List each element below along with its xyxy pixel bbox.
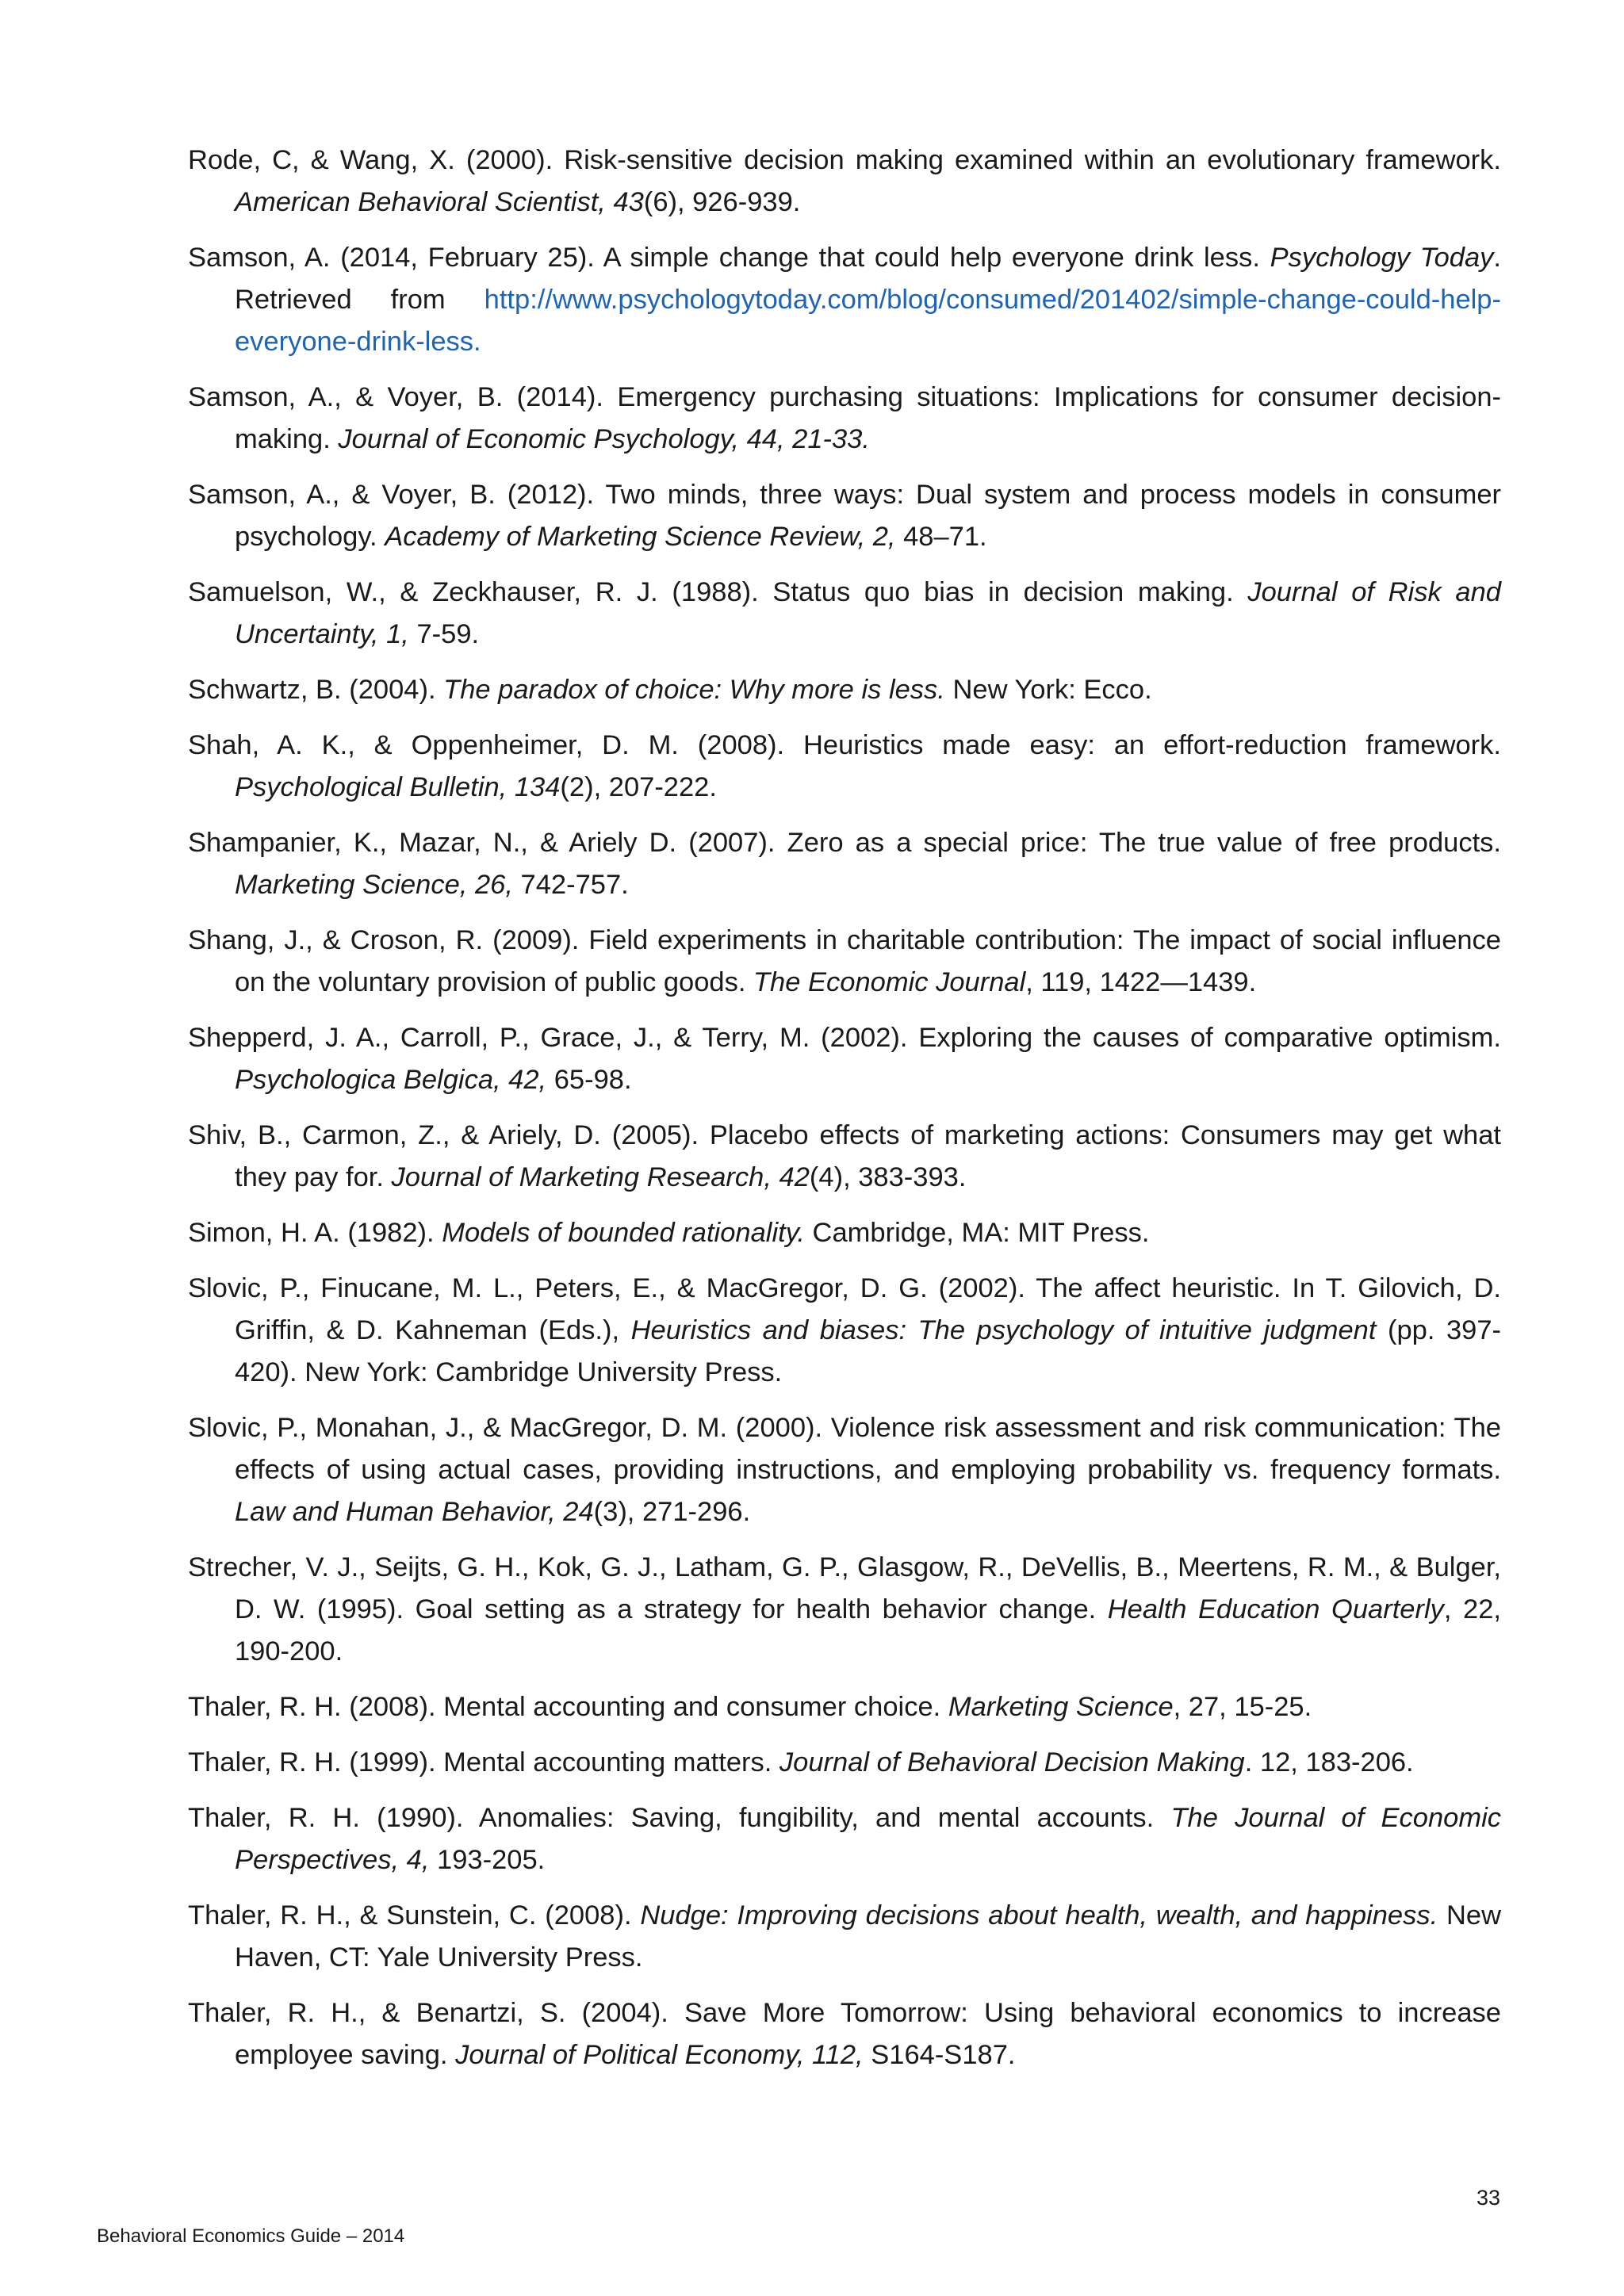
reference-source-title: The paradox of choice: Why more is less.: [443, 675, 945, 705]
reference-source-title: Marketing Science: [948, 1692, 1174, 1722]
reference-text: New York: Ecco.: [944, 675, 1152, 705]
reference-text: Samson, A., & Voyer, B. (2014). Emergency purchasing situations: Implications for consumer decision-making.: [188, 382, 1501, 454]
reference-text: Shang, J., & Croson, R. (2009). Field experiments in charitable contribution: The impact of social influence on the voluntary provision of public goods.: [188, 925, 1501, 997]
reference-text: Thaler, R. H. (2008). Mental accounting and consumer choice.: [188, 1692, 948, 1722]
reference-text: 193-205.: [429, 1845, 546, 1875]
reference-text: S164-S187.: [863, 2040, 1016, 2070]
reference-text: Thaler, R. H. (1999). Mental accounting matters.: [188, 1747, 779, 1777]
reference-text: Thaler, R. H., & Benartzi, S. (2004). Save More Tomorrow: Using behavioral economics to increase employee saving.: [188, 1998, 1501, 2070]
reference-text: . Retrieved from: [235, 243, 1502, 315]
reference-source-title: Journal of Marketing Research, 42: [391, 1162, 810, 1192]
reference-text: , 119, 1422—1439.: [1025, 967, 1257, 997]
reference-entry: [188, 1686, 1501, 1728]
reference-entry: [188, 1212, 1501, 1254]
reference-text: Thaler, R. H., & Sunstein, C. (2008).: [188, 1900, 641, 1931]
reference-source-title: Heuristics and biases: The psychology of intuitive judgment: [630, 1315, 1377, 1345]
reference-text: (2), 207-222.: [560, 772, 717, 802]
footer-title: Behavioral Economics Guide – 2014: [97, 2225, 405, 2247]
reference-source-title: Journal of Behavioral Decision Making: [779, 1747, 1245, 1777]
reference-entry: [188, 920, 1501, 1004]
reference-text: Slovic, P., Finucane, M. L., Peters, E., & MacGregor, D. G. (2002). The affect heuristic. In T. Gilovich, D. Griffin, & D. Kahneman (Eds.),: [188, 1273, 1501, 1345]
reference-text: (4), 383-393.: [809, 1162, 967, 1192]
reference-source-title: Models of bounded rationality.: [442, 1218, 805, 1248]
reference-text: (6), 926-939.: [643, 187, 801, 217]
reference-text: . 12, 183-206.: [1244, 1747, 1414, 1777]
reference-entry: [188, 1742, 1501, 1784]
reference-text: Thaler, R. H. (1990). Anomalies: Saving, fungibility, and mental accounts.: [188, 1803, 1171, 1833]
reference-text: Cambridge, MA: MIT Press.: [804, 1218, 1150, 1248]
reference-entry: [188, 1895, 1501, 1979]
reference-entry: [188, 1268, 1501, 1394]
reference-text: Shah, A. K., & Oppenheimer, D. M. (2008). Heuristics made easy: an effort-reduction framework.: [188, 730, 1501, 760]
reference-text: Slovic, P., Monahan, J., & MacGregor, D. M. (2000). Violence risk assessment and risk communication: The effects of using actual cases, providing instructions, and employing probability vs. frequency formats.: [188, 1413, 1501, 1485]
reference-text: Shepperd, J. A., Carroll, P., Grace, J., & Terry, M. (2002). Exploring the causes of comparative optimism.: [188, 1023, 1501, 1053]
reference-text: 7-59.: [408, 619, 480, 649]
reference-source-title: The Journal of Economic Perspectives, 4,: [235, 1803, 1502, 1875]
reference-entry: [188, 1797, 1501, 1881]
reference-source-title: Law and Human Behavior, 24: [235, 1497, 594, 1527]
reference-text: , 27, 15-25.: [1173, 1692, 1312, 1722]
reference-url-link[interactable]: http://www.psychologytoday.com/blog/consumed/201402/simple-change-could-help-everyone-drink-less.: [235, 285, 1501, 357]
reference-text: , 22, 190-200.: [235, 1594, 1501, 1667]
reference-source-title: Journal of Political Economy, 112,: [455, 2040, 864, 2070]
reference-entry: [188, 140, 1501, 224]
reference-source-title: Health Education Quarterly: [1107, 1594, 1444, 1624]
reference-entry: [188, 377, 1501, 461]
reference-entry: [188, 822, 1501, 906]
reference-source-title: Marketing Science, 26,: [235, 870, 513, 900]
reference-source-title: Psychologica Belgica, 42,: [235, 1065, 547, 1095]
reference-source-title: American Behavioral Scientist, 43: [235, 187, 644, 217]
reference-entry: [188, 669, 1501, 711]
reference-text: 65-98.: [546, 1065, 632, 1095]
reference-text: (pp. 397-420). New York: Cambridge University Press.: [235, 1315, 1502, 1387]
reference-text: Strecher, V. J., Seijts, G. H., Kok, G. J., Latham, G. P., Glasgow, R., DeVellis, B., Meertens, R. M., & Bulger, D. W. (1995). Goal setting as a strategy for health behavior change.: [188, 1552, 1501, 1624]
reference-text: Samson, A. (2014, February 25). A simple change that could help everyone drink less.: [188, 243, 1270, 273]
reference-source-title: Academy of Marketing Science Review, 2,: [385, 522, 896, 552]
reference-entry: [188, 1115, 1501, 1199]
reference-text: Rode, C, & Wang, X. (2000). Risk-sensitive decision making examined within an evolutionary framework.: [188, 145, 1501, 175]
reference-text: 48–71.: [895, 522, 987, 552]
reference-text: Samuelson, W., & Zeckhauser, R. J. (1988). Status quo bias in decision making.: [188, 577, 1248, 607]
reference-source-title: Psychology Today: [1270, 243, 1494, 273]
reference-text: (3), 271-296.: [593, 1497, 751, 1527]
reference-source-title: Journal of Economic Psychology, 44, 21-33.: [338, 424, 870, 454]
reference-text: Shampanier, K., Mazar, N., & Ariely D. (2007). Zero as a special price: The true value of free products.: [188, 828, 1501, 858]
reference-entry: [188, 1407, 1501, 1533]
page-number: 33: [1476, 2186, 1500, 2210]
reference-entry: [188, 237, 1501, 363]
reference-text: 742-757.: [512, 870, 629, 900]
reference-entry: [188, 1017, 1501, 1101]
reference-entry: [188, 725, 1501, 809]
reference-list: [188, 140, 1501, 2090]
reference-text: Shiv, B., Carmon, Z., & Ariely, D. (2005). Placebo effects of marketing actions: Consumers may get what they pay for.: [188, 1120, 1501, 1192]
reference-source-title: The Economic Journal: [753, 967, 1026, 997]
reference-text: New Haven, CT: Yale University Press.: [235, 1900, 1501, 1973]
reference-entry: [188, 1547, 1501, 1673]
reference-text: Simon, H. A. (1982).: [188, 1218, 442, 1248]
reference-text: Schwartz, B. (2004).: [188, 675, 444, 705]
reference-entry: [188, 474, 1501, 558]
reference-source-title: Nudge: Improving decisions about health, wealth, and happiness.: [640, 1900, 1438, 1931]
reference-source-title: Journal of Risk and Uncertainty, 1,: [235, 577, 1501, 649]
reference-source-title: Psychological Bulletin, 134: [235, 772, 561, 802]
reference-text: Samson, A., & Voyer, B. (2012). Two minds, three ways: Dual system and process models in consumer psychology.: [188, 480, 1501, 552]
reference-entry: [188, 572, 1501, 656]
reference-entry: [188, 1992, 1501, 2076]
